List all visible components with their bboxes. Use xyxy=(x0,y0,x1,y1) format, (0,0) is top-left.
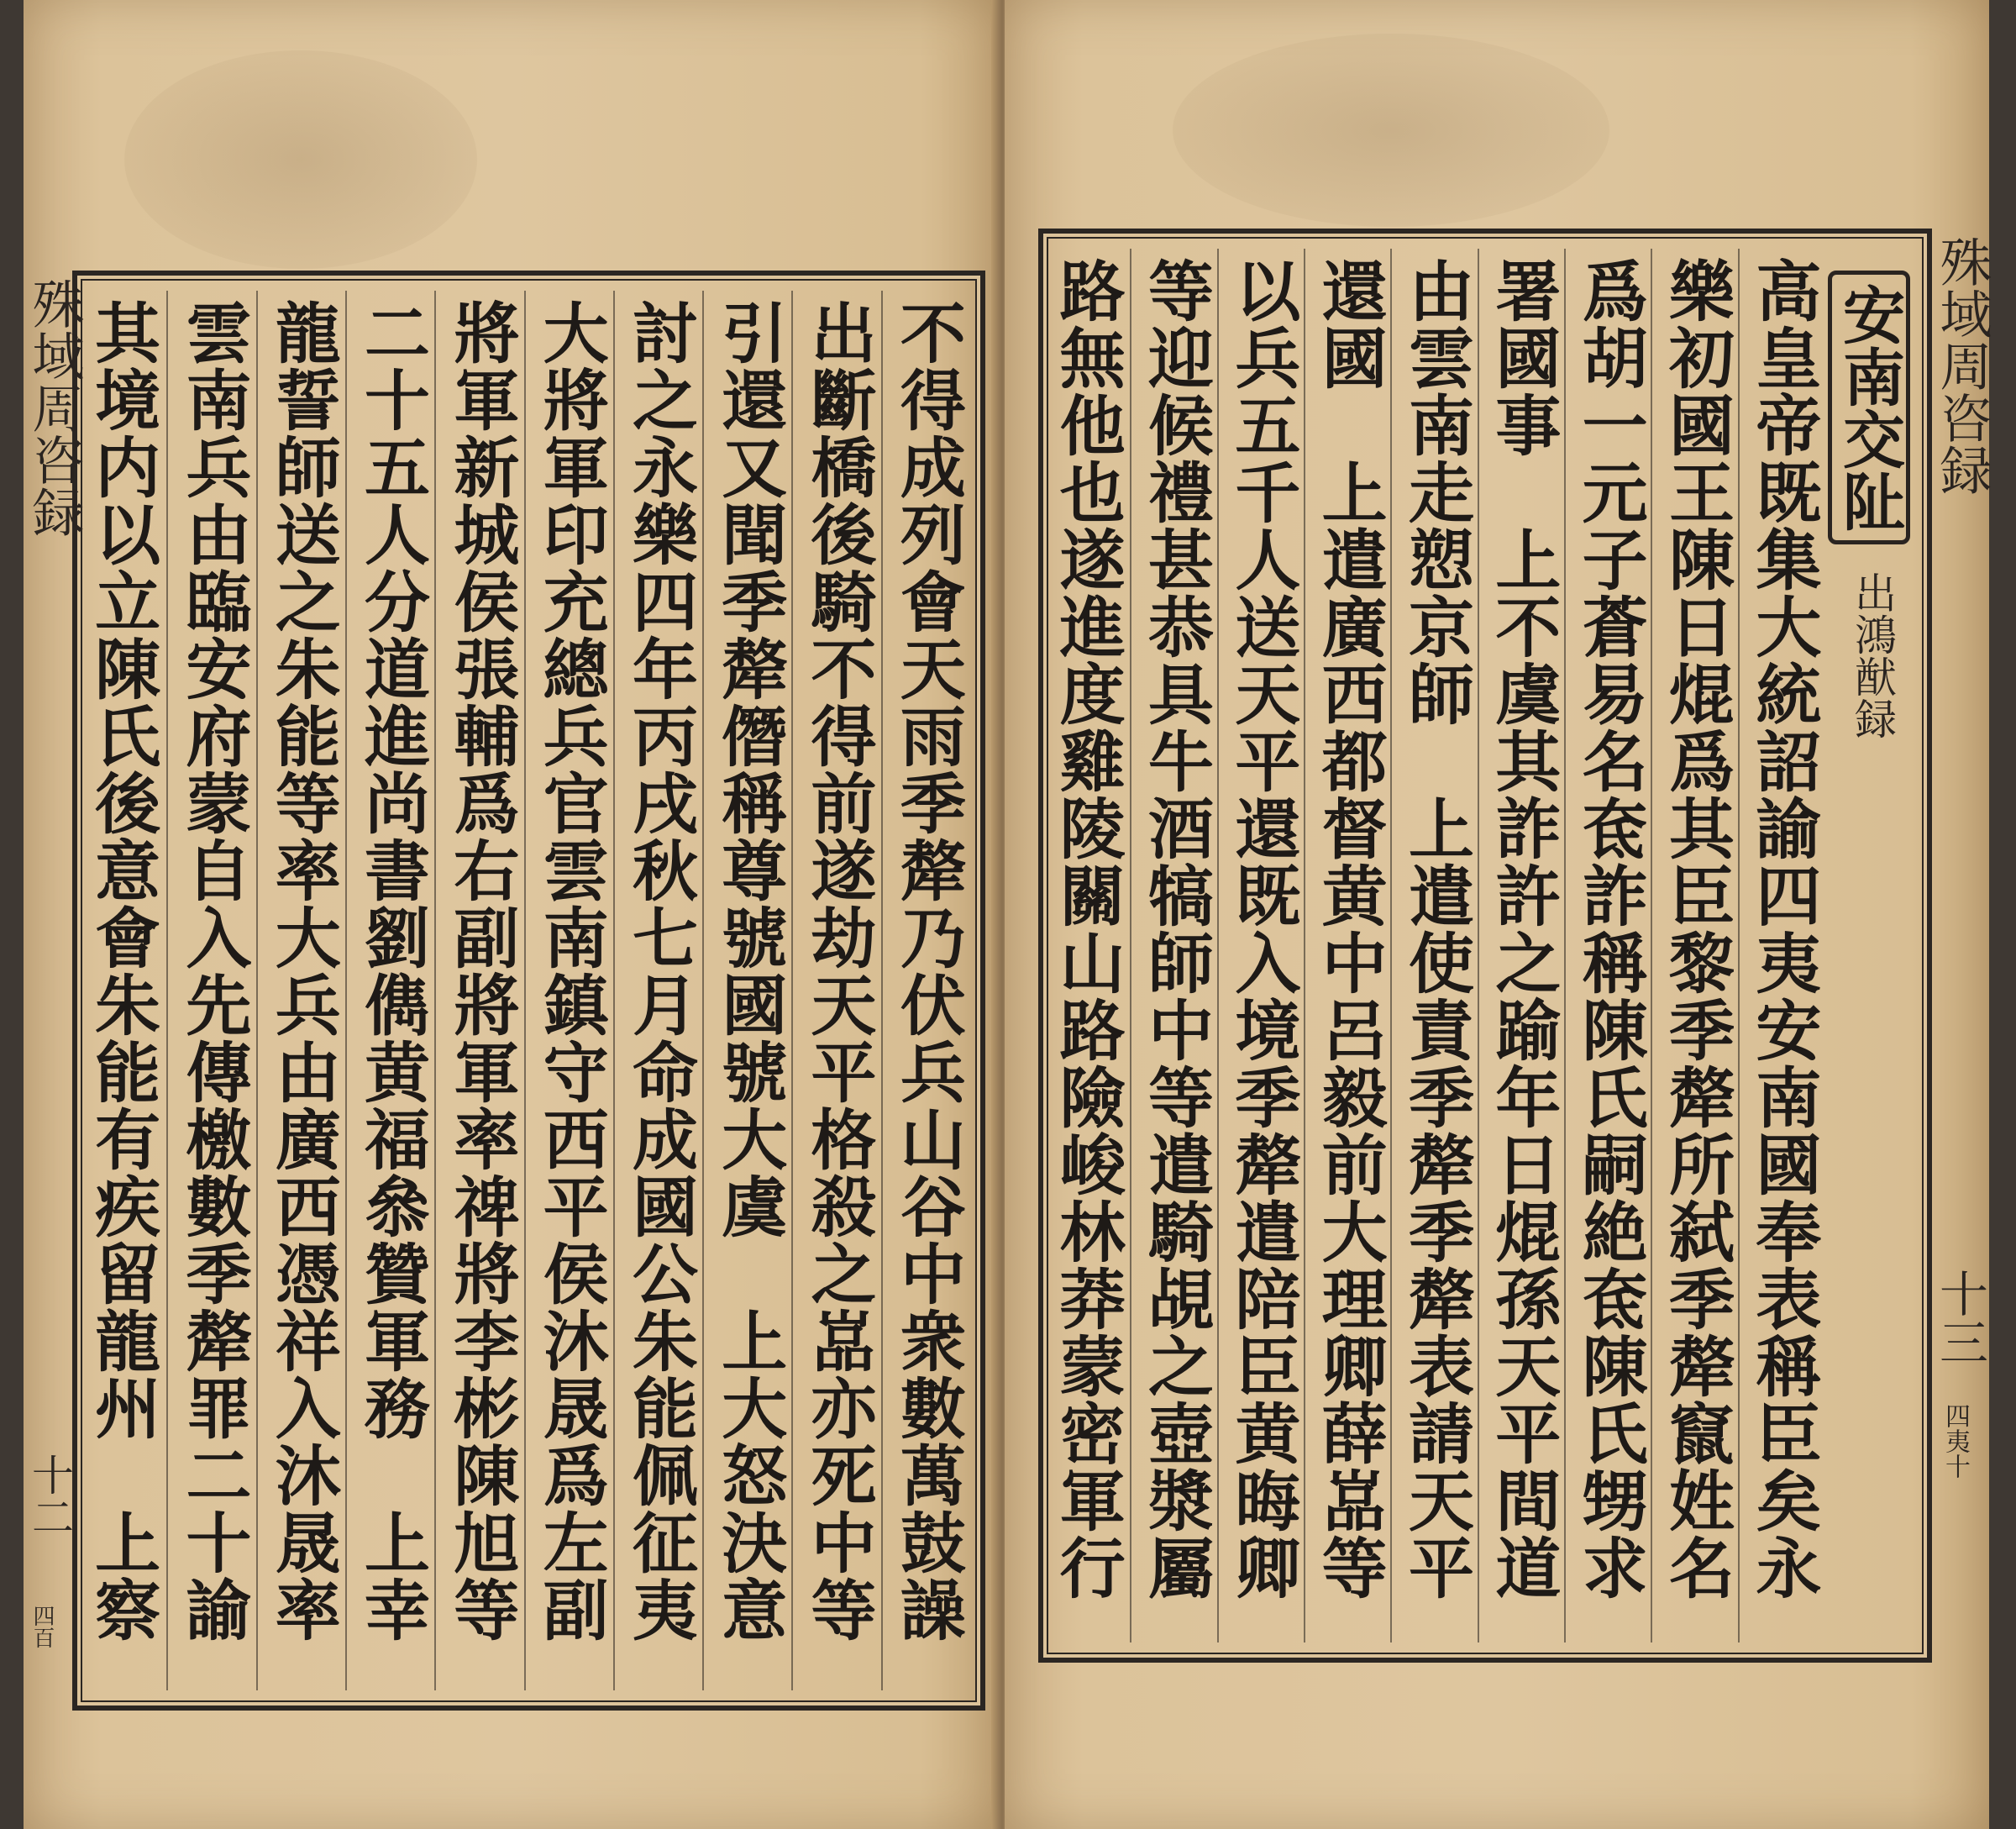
left-text-column xyxy=(613,291,704,1690)
right-margin-mark: 四夷十 xyxy=(1940,1403,1970,1479)
right-margin-folio: 十三 xyxy=(1931,1269,1988,1366)
left-text-column xyxy=(345,291,436,1690)
right-text-column xyxy=(1738,249,1826,1642)
right-column-text: 高皇帝既集大統詔諭四夷安南國奉表稱臣矣永 xyxy=(1745,257,1822,1601)
right-margin-title: 殊域周咨録 xyxy=(1931,235,1992,496)
source-note: 出鴻猷録 xyxy=(1848,571,1897,739)
right-text-column xyxy=(1304,249,1392,1642)
right-column-text: 樂初國王陳日焜爲其臣黎季犛所弑季犛竄姓名 xyxy=(1657,257,1735,1601)
right-text-frame xyxy=(1038,229,1932,1663)
left-text-column xyxy=(881,291,972,1690)
right-text-column xyxy=(1390,249,1478,1642)
left-column-text: 大將軍印充總兵官雲南鎮守西平侯沐晟爲左副 xyxy=(532,299,609,1643)
left-column-text: 雲南兵由臨安府蒙自入先傳檄數季犛罪二十諭 xyxy=(175,299,252,1643)
left-column-text: 將軍新城侯張輔爲右副將軍率禆將李彬陳旭等 xyxy=(443,299,520,1643)
left-columns xyxy=(77,291,980,1690)
right-column-text: 署國事 上不虞其詐許之踰年日焜孫天平間道 xyxy=(1484,257,1562,1601)
left-text-column xyxy=(524,291,615,1690)
right-column-text: 爲胡一元子蒼易名奃詐稱陳氏嗣絶奃陳氏甥求 xyxy=(1571,257,1648,1601)
right-column-text: 由雲南走愬京師 上遣使責季犛季犛表請天平 xyxy=(1397,257,1474,1601)
left-text-column xyxy=(791,291,882,1690)
left-column-text: 不得成列會天雨季犛乃伏兵山谷中衆數萬鼓譟 xyxy=(889,299,966,1643)
left-margin-title: 殊域周咨録 xyxy=(24,277,85,538)
left-text-column xyxy=(434,291,525,1690)
category-badge: 安南交阯 xyxy=(1828,271,1910,544)
left-text-column xyxy=(77,291,166,1690)
right-page xyxy=(1005,0,1992,1829)
left-margin-mark: 四百 xyxy=(29,1605,55,1648)
left-text-column xyxy=(702,291,793,1690)
left-text-column xyxy=(256,291,347,1690)
right-text-column xyxy=(1564,249,1652,1642)
left-column-text: 龍誓師送之朱能等率大兵由廣西憑祥入沐晟率 xyxy=(264,299,341,1643)
right-text-column xyxy=(1478,249,1566,1642)
left-column-text: 二十五人分道進尚書劉儁黄福叅贊軍務 上幸 xyxy=(354,299,431,1643)
right-column-text: 還國 上遣廣西都督黄中呂毅前大理卿薛嵓等 xyxy=(1310,257,1388,1601)
left-column-text: 引還又聞季犛僭稱尊號國號大虞 上大怒決意 xyxy=(711,299,788,1643)
right-text-column xyxy=(1043,249,1130,1642)
left-column-text: 其境内以立陳氏後意會朱能有疾留龍州 上察 xyxy=(84,299,161,1643)
right-margin-strip xyxy=(1929,235,1992,1663)
left-column-text: 討之永樂四年丙戌秋七月命成國公朱能佩征夷 xyxy=(621,299,698,1643)
left-margin-folio: 十二 xyxy=(25,1453,74,1537)
paper-stain xyxy=(124,50,477,269)
left-margin-strip xyxy=(24,277,85,1705)
right-text-column xyxy=(1217,249,1305,1642)
left-page xyxy=(24,0,998,1829)
right-column-text: 路無他也遂進度雞陵關山路險峻林莽蒙密軍行 xyxy=(1048,257,1126,1601)
left-text-frame xyxy=(72,271,985,1711)
left-column-text: 出斷橋後騎不得前遂劫天平格殺之嵓亦死中等 xyxy=(800,299,877,1643)
left-text-column xyxy=(166,291,257,1690)
right-column-text: 以兵五千人送天平還既入境季犛遣陪臣黄晦卿 xyxy=(1224,257,1301,1601)
right-text-column xyxy=(1130,249,1218,1642)
right-text-column xyxy=(1651,249,1739,1642)
paper-stain xyxy=(1173,34,1609,227)
right-columns xyxy=(1043,249,1927,1642)
right-column-text: 等迎候禮甚恭具牛酒犒師中等遣騎覘之壺漿屬 xyxy=(1137,257,1214,1601)
